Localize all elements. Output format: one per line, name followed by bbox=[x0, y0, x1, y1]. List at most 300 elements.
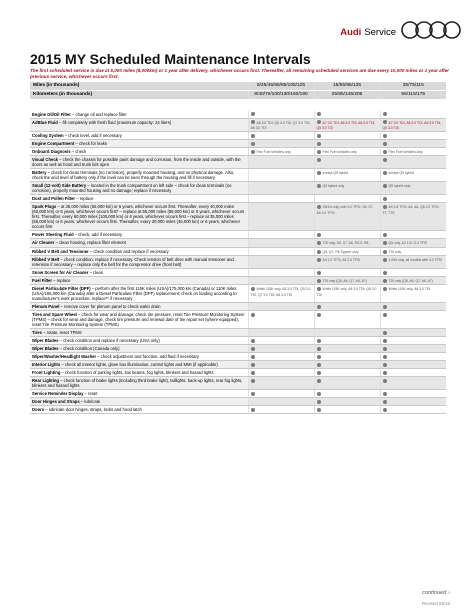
item-name: Engine Compartment bbox=[32, 141, 75, 147]
required-dot-icon bbox=[383, 355, 387, 359]
item-description: – check adjustment and function, add fluid if necessary bbox=[96, 354, 199, 360]
interval-cell-a bbox=[248, 303, 314, 311]
interval-note: While 115K only, A8 3.0 TDI bbox=[388, 287, 431, 292]
interval-cell-c bbox=[380, 140, 446, 148]
item-cell bbox=[30, 303, 248, 311]
required-dot-icon bbox=[383, 347, 387, 351]
interval-cell-c bbox=[380, 255, 446, 268]
required-dot-icon bbox=[383, 233, 387, 237]
required-dot-icon bbox=[251, 120, 255, 124]
interval-note: Q5 hybrid only bbox=[388, 184, 411, 189]
interval-note: Q5 only, A3 1.8 / 2.0 TFSI bbox=[388, 241, 428, 246]
maintenance-row bbox=[30, 303, 446, 311]
interval-cell-b bbox=[314, 203, 380, 231]
item-cell bbox=[30, 156, 248, 169]
miles-interval-c: 35/75/115 bbox=[380, 82, 446, 91]
maintenance-row bbox=[30, 140, 446, 148]
interval-cell-b bbox=[314, 268, 380, 276]
interval-note: A8 3.0 TDI, Q5 3.0 TDI, Q7 3.0 TDI, A6 3.0 TDI bbox=[250, 120, 311, 130]
required-dot-icon bbox=[317, 134, 321, 138]
interval-cell-b bbox=[314, 369, 380, 377]
miles-interval-a: 5/25/45/65/85/105/125 bbox=[248, 82, 314, 91]
interval-note: TDI only (Q5, A6, Q7, A8, A7) bbox=[388, 278, 433, 283]
item-name: Interior Lights bbox=[32, 362, 61, 368]
interval-cell-b bbox=[314, 132, 380, 140]
maintenance-row bbox=[30, 345, 446, 353]
interval-cell-c bbox=[380, 398, 446, 406]
interval-note: except Q5 hybrid bbox=[322, 171, 349, 176]
item-cell bbox=[30, 268, 248, 276]
interval-cell-c bbox=[380, 406, 446, 414]
required-dot-icon bbox=[317, 233, 321, 237]
required-dot-icon bbox=[317, 279, 321, 283]
maintenance-row bbox=[30, 247, 446, 255]
item-description: – clean bbox=[88, 269, 104, 275]
interval-cell-a bbox=[248, 255, 314, 268]
required-dot-icon bbox=[383, 331, 387, 335]
header-km-row bbox=[30, 91, 446, 100]
km-label: Kilometers (in thousands) bbox=[30, 91, 248, 100]
interval-cell-b bbox=[314, 329, 380, 337]
interval-cell-a bbox=[248, 377, 314, 390]
required-dot-icon bbox=[317, 379, 321, 383]
interval-cell-b bbox=[314, 255, 380, 268]
interval-cell-a bbox=[248, 369, 314, 377]
item-cell bbox=[30, 398, 248, 406]
item-cell bbox=[30, 390, 248, 398]
maintenance-row bbox=[30, 195, 446, 203]
interval-cell-b bbox=[314, 361, 380, 369]
item-name: Ribbed V Belt bbox=[32, 256, 60, 262]
required-dot-icon bbox=[251, 287, 255, 291]
item-cell bbox=[30, 353, 248, 361]
maintenance-row bbox=[30, 398, 446, 406]
required-dot-icon bbox=[317, 241, 321, 245]
maintenance-row bbox=[30, 353, 446, 361]
item-name: Snow Screen for Air Cleaner bbox=[32, 269, 89, 275]
interval-cell-b bbox=[314, 345, 380, 353]
required-dot-icon bbox=[317, 400, 321, 404]
required-dot-icon bbox=[251, 142, 255, 146]
interval-cell-a bbox=[248, 276, 314, 284]
interval-cell-c bbox=[380, 239, 446, 247]
interval-cell-a bbox=[248, 182, 314, 195]
item-description: – check function of parking lights, low beams, fog lights, blinkers and hazard lights bbox=[60, 370, 214, 376]
maintenance-row bbox=[30, 369, 446, 377]
interval-cell-b bbox=[314, 247, 380, 255]
required-dot-icon bbox=[383, 400, 387, 404]
maintenance-row bbox=[30, 361, 446, 369]
required-dot-icon bbox=[251, 150, 255, 154]
item-name: Plenum Panel bbox=[32, 304, 60, 310]
required-dot-icon bbox=[383, 250, 387, 254]
interval-cell-b bbox=[314, 377, 380, 390]
item-name: Engine Oil/Oil Filter bbox=[32, 111, 71, 117]
interval-cell-a bbox=[248, 406, 314, 414]
interval-note: A4 2.0 TFSI, A5 2.0 TFSI bbox=[322, 257, 361, 262]
interval-cell-c bbox=[380, 203, 446, 231]
interval-cell-a bbox=[248, 156, 314, 169]
item-description: – check condition and replace if necessary bbox=[88, 248, 169, 254]
required-dot-icon bbox=[317, 120, 321, 124]
header-miles-row bbox=[30, 82, 446, 91]
interval-cell-c bbox=[380, 345, 446, 353]
interval-cell-c bbox=[380, 132, 446, 140]
interval-cell-c bbox=[380, 111, 446, 119]
brand-accent: Audi bbox=[340, 27, 362, 38]
interval-cell-a bbox=[248, 140, 314, 148]
item-cell bbox=[30, 276, 248, 284]
interval-note: TDI only bbox=[388, 249, 402, 254]
interval-note: TDI only, S6, S7, A8, RS 5, R8 bbox=[322, 241, 369, 246]
interval-note: Flex Fuel vehicles only bbox=[388, 150, 423, 155]
item-name: Wiper Blades bbox=[32, 338, 59, 344]
interval-cell-c bbox=[380, 311, 446, 329]
required-dot-icon bbox=[317, 347, 321, 351]
item-name: Tires and Spare Wheel bbox=[32, 312, 77, 318]
interval-cell-c bbox=[380, 361, 446, 369]
item-description: – check condition, replace if necessary. Check tension of belt drive with manual tensioner and retension if necessary – replace only the belt for the compressor drive (front belt) bbox=[32, 256, 234, 267]
required-dot-icon bbox=[383, 120, 387, 124]
revision-date: Revised 06/16 bbox=[421, 601, 450, 606]
item-name: Tires bbox=[32, 330, 42, 336]
interval-cell-b bbox=[314, 311, 380, 329]
brand-name bbox=[340, 27, 396, 38]
item-name: Battery bbox=[32, 170, 47, 176]
required-dot-icon bbox=[317, 184, 321, 188]
interval-cell-c bbox=[380, 169, 446, 182]
interval-cell-c bbox=[380, 247, 446, 255]
maintenance-row bbox=[30, 276, 446, 284]
interval-cell-a bbox=[248, 247, 314, 255]
interval-note: A3 1.8 TFSI, A4, A5, Q5 2.0 TFSI, TT, TTS bbox=[382, 205, 440, 215]
item-name: Air Cleaner bbox=[32, 240, 55, 246]
required-dot-icon bbox=[383, 258, 387, 262]
interval-cell-b bbox=[314, 285, 380, 303]
maintenance-row bbox=[30, 255, 446, 268]
required-dot-icon bbox=[383, 371, 387, 375]
interval-cell-b bbox=[314, 406, 380, 414]
header-spacer bbox=[30, 100, 446, 111]
required-dot-icon bbox=[383, 134, 387, 138]
interval-note: A7 3.0 TDI, A8 3.0 TDI, A6 3.0 TDI, Q5 3.0 TDI bbox=[316, 120, 376, 130]
interval-cell-c bbox=[380, 268, 446, 276]
item-name: Wiper Blades bbox=[32, 346, 59, 352]
required-dot-icon bbox=[383, 112, 387, 116]
interval-cell-a bbox=[248, 111, 314, 119]
item-cell bbox=[30, 329, 248, 337]
item-name: Visual Check bbox=[32, 157, 58, 163]
required-dot-icon bbox=[383, 158, 387, 162]
interval-cell-a bbox=[248, 132, 314, 140]
required-dot-icon bbox=[251, 392, 255, 396]
interval-note: Q5 hybrid only bbox=[322, 184, 345, 189]
interval-cell-c bbox=[380, 276, 446, 284]
required-dot-icon bbox=[383, 339, 387, 343]
item-cell bbox=[30, 239, 248, 247]
required-dot-icon bbox=[383, 287, 387, 291]
required-dot-icon bbox=[317, 305, 321, 309]
item-name: Power Steering Fluid bbox=[32, 232, 74, 238]
maintenance-row bbox=[30, 132, 446, 140]
item-description: – check condition (Canada only) bbox=[58, 346, 120, 352]
maintenance-row bbox=[30, 148, 446, 156]
item-description: – replace bbox=[75, 196, 94, 202]
maintenance-row bbox=[30, 239, 446, 247]
required-dot-icon bbox=[317, 171, 321, 175]
maintenance-row bbox=[30, 311, 446, 329]
required-dot-icon bbox=[383, 279, 387, 283]
required-dot-icon bbox=[383, 271, 387, 275]
interval-cell-c bbox=[380, 182, 446, 195]
required-dot-icon bbox=[317, 287, 321, 291]
maintenance-row bbox=[30, 111, 446, 119]
item-description: – lubricate bbox=[79, 399, 101, 405]
interval-note: A7 3.0 TDI, A8 3.0 TDI, A6 3.0 TDI, Q5 3.0 TDI bbox=[382, 120, 442, 130]
item-description: – clean housing, replace filter element bbox=[54, 240, 127, 246]
required-dot-icon bbox=[317, 142, 321, 146]
item-name: Cooling System bbox=[32, 133, 64, 139]
maintenance-row bbox=[30, 231, 446, 239]
required-dot-icon bbox=[383, 305, 387, 309]
interval-cell-b bbox=[314, 118, 380, 132]
item-cell bbox=[30, 203, 248, 231]
interval-cell-b bbox=[314, 140, 380, 148]
interval-cell-a bbox=[248, 285, 314, 303]
interval-cell-c bbox=[380, 353, 446, 361]
required-dot-icon bbox=[383, 142, 387, 146]
interval-cell-a bbox=[248, 239, 314, 247]
item-cell bbox=[30, 337, 248, 345]
item-description: – check for clean terminals (no corrosion), properly mounted housing, and no physical damage. Also, check the acid level of battery only if the level can be seen through the housing and fill if necessary bbox=[32, 170, 235, 181]
item-name: Diesel Particulate Filter (DPF) bbox=[32, 286, 91, 292]
item-description: – lubricate door hinges, straps, locks and hood latch bbox=[44, 407, 142, 413]
required-dot-icon bbox=[383, 184, 387, 188]
interval-cell-c bbox=[380, 303, 446, 311]
maintenance-table bbox=[30, 82, 446, 414]
interval-cell-c bbox=[380, 377, 446, 390]
required-dot-icon bbox=[317, 313, 321, 317]
continued-text: continued bbox=[422, 590, 447, 596]
item-name: Spark Plugs bbox=[32, 204, 57, 210]
required-dot-icon bbox=[317, 408, 321, 412]
interval-cell-b bbox=[314, 231, 380, 239]
item-name: Small (12-volt) Side Battery bbox=[32, 183, 87, 189]
item-name: Onboard Diagnosis bbox=[32, 149, 71, 155]
item-name: Front Lighting bbox=[32, 370, 61, 376]
required-dot-icon bbox=[317, 371, 321, 375]
maintenance-row bbox=[30, 285, 446, 303]
required-dot-icon bbox=[251, 355, 255, 359]
required-dot-icon bbox=[317, 339, 321, 343]
required-dot-icon bbox=[317, 271, 321, 275]
interval-cell-b bbox=[314, 182, 380, 195]
required-dot-icon bbox=[383, 171, 387, 175]
required-dot-icon bbox=[383, 379, 387, 383]
item-cell bbox=[30, 148, 248, 156]
required-dot-icon bbox=[251, 112, 255, 116]
brand-header bbox=[0, 20, 474, 42]
intro-text: The first scheduled service is due at 5,000 miles (8,000km) or 1 year after delivery, whichever occurs first. Thereafter, all remaining scheduled services are due every 10,000 miles or 1 year after previous service, whichever occurs first. bbox=[30, 68, 450, 79]
item-cell bbox=[30, 369, 248, 377]
interval-cell-b bbox=[314, 148, 380, 156]
required-dot-icon bbox=[383, 363, 387, 367]
interval-cell-c bbox=[380, 329, 446, 337]
item-cell bbox=[30, 285, 248, 303]
interval-cell-c bbox=[380, 390, 446, 398]
item-description: – check bbox=[70, 149, 87, 155]
item-description: – check for leaks bbox=[74, 141, 107, 147]
item-cell bbox=[30, 140, 248, 148]
required-dot-icon bbox=[317, 250, 321, 254]
item-description: – check, add if necessary bbox=[73, 232, 123, 238]
interval-note: While 115K only, A8 3.0 TDI, Q5 3.0 TDI, Q7 3.0 TDI, A6 3.0 TDI bbox=[250, 287, 311, 297]
item-cell bbox=[30, 255, 248, 268]
required-dot-icon bbox=[317, 205, 321, 209]
interval-cell-a bbox=[248, 268, 314, 276]
interval-note: 1,000 only, all models with 3.0 TFSI bbox=[388, 257, 442, 262]
required-dot-icon bbox=[383, 197, 387, 201]
interval-cell-b bbox=[314, 276, 380, 284]
maintenance-row bbox=[30, 203, 446, 231]
item-cell bbox=[30, 132, 248, 140]
item-cell bbox=[30, 169, 248, 182]
interval-cell-a bbox=[248, 361, 314, 369]
interval-cell-b bbox=[314, 337, 380, 345]
interval-cell-b bbox=[314, 398, 380, 406]
item-description: – reset bbox=[83, 391, 98, 397]
item-cell bbox=[30, 406, 248, 414]
maintenance-row bbox=[30, 268, 446, 276]
item-cell bbox=[30, 182, 248, 195]
required-dot-icon bbox=[251, 339, 255, 343]
required-dot-icon bbox=[251, 371, 255, 375]
item-name: Dust and Pollen Filter bbox=[32, 196, 76, 202]
interval-cell-c bbox=[380, 285, 446, 303]
required-dot-icon bbox=[317, 363, 321, 367]
interval-cell-b bbox=[314, 303, 380, 311]
interval-note: S5/S4 only, with 3.0 TFSI, S6, S7, A8 4.0 TFSI bbox=[316, 205, 374, 215]
interval-note: While 115K only, A8 3.0 TDI, Q5 3.0 TDI bbox=[316, 287, 377, 297]
item-description: – at 35,000 miles (55,000 km) or 6 years, whichever occurs first. Thereafter, every 40,000 miles (60,000 km) or 6 years, whichever occurs first* – replace at 55,000 miles (85,000 km) or 6 years, whichever occurs first. Thereafter, every 60,000 miles (100,000 km) or 6 years, whichever occurs first – replace at 35,000 miles (55,000 km) or 6 years, whichever occurs first. Thereafter, every 30,000 miles (45,000 km) or 6 years, whichever occurs first bbox=[32, 204, 245, 230]
item-description: – check level, add if necessary bbox=[63, 133, 122, 139]
continue-arrow-icon: › bbox=[448, 590, 450, 596]
item-description: – check the chassis for possible paint damage and corrosion, from the inside and outside, with the doors as well as hood and trunk lids open bbox=[32, 157, 241, 168]
required-dot-icon bbox=[251, 313, 255, 317]
km-interval-b: 25/85/145/205 bbox=[314, 91, 380, 100]
item-name: Rear Lighting bbox=[32, 378, 59, 384]
required-dot-icon bbox=[383, 241, 387, 245]
item-description: – perform after the first 115K miles (USA)/175,000 km (Canada) or 110K miles (USA)/165,000 km (Canada) after a Diesel Particulate Filter (DPF) replacement; check on loading according to manufacturer's work procedure, replace** if necessary bbox=[32, 286, 237, 302]
interval-cell-a bbox=[248, 390, 314, 398]
required-dot-icon bbox=[317, 150, 321, 154]
audi-rings-logo bbox=[400, 20, 462, 40]
maintenance-row bbox=[30, 182, 446, 195]
item-description: – check for wear and damage, check tire pressure, reset Tire Pressure Monitoring System (TPMS) – check for wear and damage, check tire pressure and renewal date of tire repair set (where equipped), reset Tire Pressure Monitoring System (TPMS) bbox=[32, 312, 245, 328]
item-name: Doors bbox=[32, 407, 45, 413]
maintenance-row bbox=[30, 329, 446, 337]
item-name: AdBlue Fluid bbox=[32, 119, 58, 125]
required-dot-icon bbox=[383, 392, 387, 396]
interval-cell-b bbox=[314, 195, 380, 203]
miles-interval-b: 15/55/95/135 bbox=[314, 82, 380, 91]
interval-cell-c bbox=[380, 195, 446, 203]
required-dot-icon bbox=[383, 205, 387, 209]
required-dot-icon bbox=[251, 134, 255, 138]
interval-note: Flex Fuel vehicles only bbox=[256, 150, 291, 155]
item-description: – located in the trunk compartment on left side – check for clean terminals (no corrosion), properly mounted housing and no damage; replace if necessary bbox=[32, 183, 232, 194]
brand-service: Service bbox=[364, 27, 396, 38]
item-description: – rotate, reset TPMS bbox=[41, 330, 82, 336]
item-description: – fill completely with fresh fluid (maximum capacity: 24 liters) bbox=[57, 119, 172, 125]
page-title: 2015 MY Scheduled Maintenance Intervals bbox=[30, 51, 311, 67]
required-dot-icon bbox=[317, 158, 321, 162]
required-dot-icon bbox=[383, 408, 387, 412]
km-interval-a: 8/40/70/100/130/160/190 bbox=[248, 91, 314, 100]
maintenance-row bbox=[30, 390, 446, 398]
item-cell bbox=[30, 311, 248, 329]
required-dot-icon bbox=[383, 313, 387, 317]
required-dot-icon bbox=[251, 408, 255, 412]
interval-cell-a bbox=[248, 148, 314, 156]
interval-cell-b bbox=[314, 169, 380, 182]
required-dot-icon bbox=[251, 379, 255, 383]
interval-cell-b bbox=[314, 111, 380, 119]
item-name: Fuel Filter bbox=[32, 277, 53, 283]
item-cell bbox=[30, 111, 248, 119]
item-description: – change oil and replace filter bbox=[70, 111, 127, 117]
interval-cell-c bbox=[380, 148, 446, 156]
interval-cell-a bbox=[248, 203, 314, 231]
item-name: Wiper/Washer/Headlight Washer bbox=[32, 354, 97, 360]
required-dot-icon bbox=[251, 363, 255, 367]
interval-cell-b bbox=[314, 390, 380, 398]
item-description: – check all interior lights, glove box illumination, control lights and MMI (if applicable) bbox=[60, 362, 218, 368]
item-cell bbox=[30, 377, 248, 390]
interval-cell-a bbox=[248, 231, 314, 239]
item-cell bbox=[30, 345, 248, 353]
item-description: – check function of brake lights (including third brake light), taillights, back-up lights, rear fog lights, blinkers and hazard lights bbox=[32, 378, 243, 389]
item-description: – replace bbox=[52, 277, 71, 283]
interval-cell-a bbox=[248, 345, 314, 353]
item-description: – check condition and replace if necessary (USA only) bbox=[58, 338, 160, 344]
interval-cell-a bbox=[248, 329, 314, 337]
required-dot-icon bbox=[317, 355, 321, 359]
item-cell bbox=[30, 118, 248, 132]
item-name: Door Hinges and Straps bbox=[32, 399, 80, 405]
item-name: Service Reminder Display bbox=[32, 391, 84, 397]
interval-cell-b bbox=[314, 239, 380, 247]
interval-note: Flex Fuel vehicles only bbox=[322, 150, 357, 155]
required-dot-icon bbox=[317, 258, 321, 262]
maintenance-row bbox=[30, 377, 446, 390]
interval-cell-c bbox=[380, 231, 446, 239]
maintenance-row bbox=[30, 156, 446, 169]
interval-cell-c bbox=[380, 118, 446, 132]
item-cell bbox=[30, 231, 248, 239]
item-name: Ribbed V Belt and Tensioner bbox=[32, 248, 89, 254]
maintenance-row bbox=[30, 169, 446, 182]
interval-cell-a bbox=[248, 337, 314, 345]
miles-label: Miles (in thousands) bbox=[30, 82, 248, 91]
required-dot-icon bbox=[251, 347, 255, 351]
interval-cell-b bbox=[314, 156, 380, 169]
interval-cell-c bbox=[380, 369, 446, 377]
required-dot-icon bbox=[317, 392, 321, 396]
interval-note: TDI only (Q5, A6, Q7, A8, A7) bbox=[322, 278, 367, 283]
maintenance-row bbox=[30, 406, 446, 414]
maintenance-row bbox=[30, 118, 446, 132]
